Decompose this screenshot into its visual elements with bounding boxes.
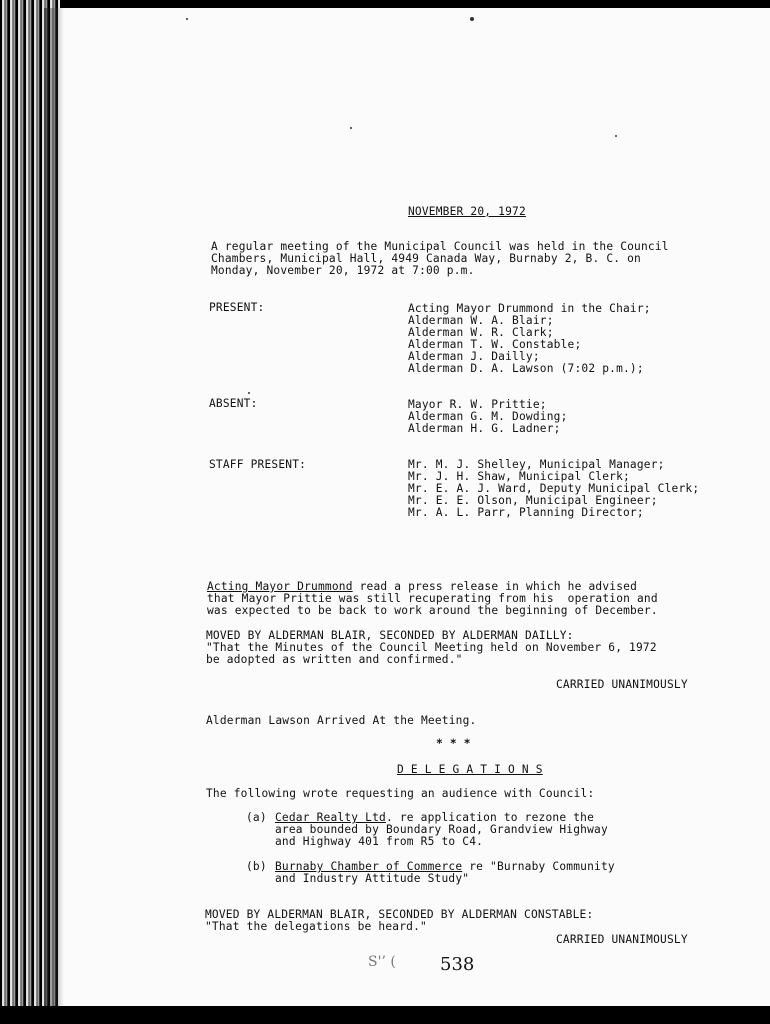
delegation-org: Cedar Realty Ltd xyxy=(275,811,386,824)
staff-name: Mr. J. H. Shaw, Municipal Clerk; xyxy=(408,470,630,483)
press-release-line: was expected to be back to work around the beginning of December. xyxy=(207,604,658,617)
delegations-intro: The following wrote requesting an audience with Council: xyxy=(206,787,595,800)
section-separator: * * * xyxy=(436,737,471,750)
motion-line: MOVED BY ALDERMAN BLAIR, SECONDED BY ALDERMAN DAILLY: xyxy=(206,629,574,642)
present-name: Alderman W. A. Blair; xyxy=(408,314,554,327)
staff-name: Mr. A. L. Parr, Planning Director; xyxy=(408,506,644,519)
motion-line: MOVED BY ALDERMAN BLAIR, SECONDED BY ALDERMAN CONSTABLE: xyxy=(205,908,594,921)
delegation-line: and Industry Attitude Study" xyxy=(275,872,470,885)
delegations-heading: D E L E G A T I O N S xyxy=(397,763,543,776)
delegation-line: area bounded by Boundary Road, Grandview Highway xyxy=(275,823,608,836)
scan-speck xyxy=(470,17,474,21)
present-label: PRESENT: xyxy=(209,301,265,314)
stamp-mark: S'’ ( xyxy=(368,954,396,970)
absent-label: ABSENT: xyxy=(209,397,258,410)
press-release-text: read a press release in which he advised xyxy=(352,580,638,593)
delegation-text: . re application to rezone the xyxy=(385,811,595,824)
present-name: Alderman T. W. Constable; xyxy=(408,338,582,351)
absent-name: Alderman G. M. Dowding; xyxy=(408,410,568,423)
delegation-text: re "Burnaby Community xyxy=(462,860,615,873)
staff-name: Mr. E. A. J. Ward, Deputy Municipal Clerk; xyxy=(408,482,700,495)
staff-label: STAFF PRESENT: xyxy=(209,458,307,471)
motion-line: "That the delegations be heard." xyxy=(205,920,427,933)
motion-result: CARRIED UNANIMOUSLY xyxy=(556,933,688,946)
binding-shadow xyxy=(44,8,64,1006)
delegation-marker: (b) xyxy=(246,860,267,873)
scanned-page xyxy=(44,8,770,1006)
intro-line: A regular meeting of the Municipal Council was held in the Council xyxy=(211,240,669,253)
page-bottom-edge xyxy=(0,1006,770,1024)
acting-mayor-name: Acting Mayor Drummond xyxy=(207,580,353,593)
scan-speck xyxy=(186,18,188,20)
motion-result: CARRIED UNANIMOUSLY xyxy=(556,678,688,691)
delegation-line: and Highway 401 from R5 to C4. xyxy=(275,835,484,848)
present-name: Alderman W. R. Clark; xyxy=(408,326,554,339)
intro-line: Chambers, Municipal Hall, 4949 Canada Way, Burnaby 2, B. C. on xyxy=(211,252,641,265)
press-release-line: that Mayor Prittie was still recuperating from his operation and xyxy=(207,592,658,605)
present-name: Alderman D. A. Lawson (7:02 p.m.); xyxy=(408,362,644,375)
staff-name: Mr. M. J. Shelley, Municipal Manager; xyxy=(408,458,665,471)
intro-line: Monday, November 20, 1972 at 7:00 p.m. xyxy=(211,264,475,277)
scan-speck xyxy=(248,392,250,394)
arrival-note: Alderman Lawson Arrived At the Meeting. xyxy=(206,714,477,727)
absent-name: Mayor R. W. Prittie; xyxy=(408,398,547,411)
delegation-org: Burnaby Chamber of Commerce xyxy=(275,860,463,873)
staff-name: Mr. E. E. Olson, Municipal Engineer; xyxy=(408,494,658,507)
delegation-marker: (a) xyxy=(246,811,267,824)
present-name: Alderman J. Dailly; xyxy=(408,350,540,363)
motion-line: "That the Minutes of the Council Meeting held on November 6, 1972 xyxy=(206,641,657,654)
scan-speck xyxy=(615,135,617,137)
date-heading: NOVEMBER 20, 1972 xyxy=(408,205,526,218)
absent-name: Alderman H. G. Ladner; xyxy=(408,422,561,435)
present-name: Acting Mayor Drummond in the Chair; xyxy=(408,302,651,315)
page-number: 538 xyxy=(440,954,475,975)
scan-speck xyxy=(350,127,352,129)
motion-line: be adopted as written and confirmed." xyxy=(206,653,463,666)
